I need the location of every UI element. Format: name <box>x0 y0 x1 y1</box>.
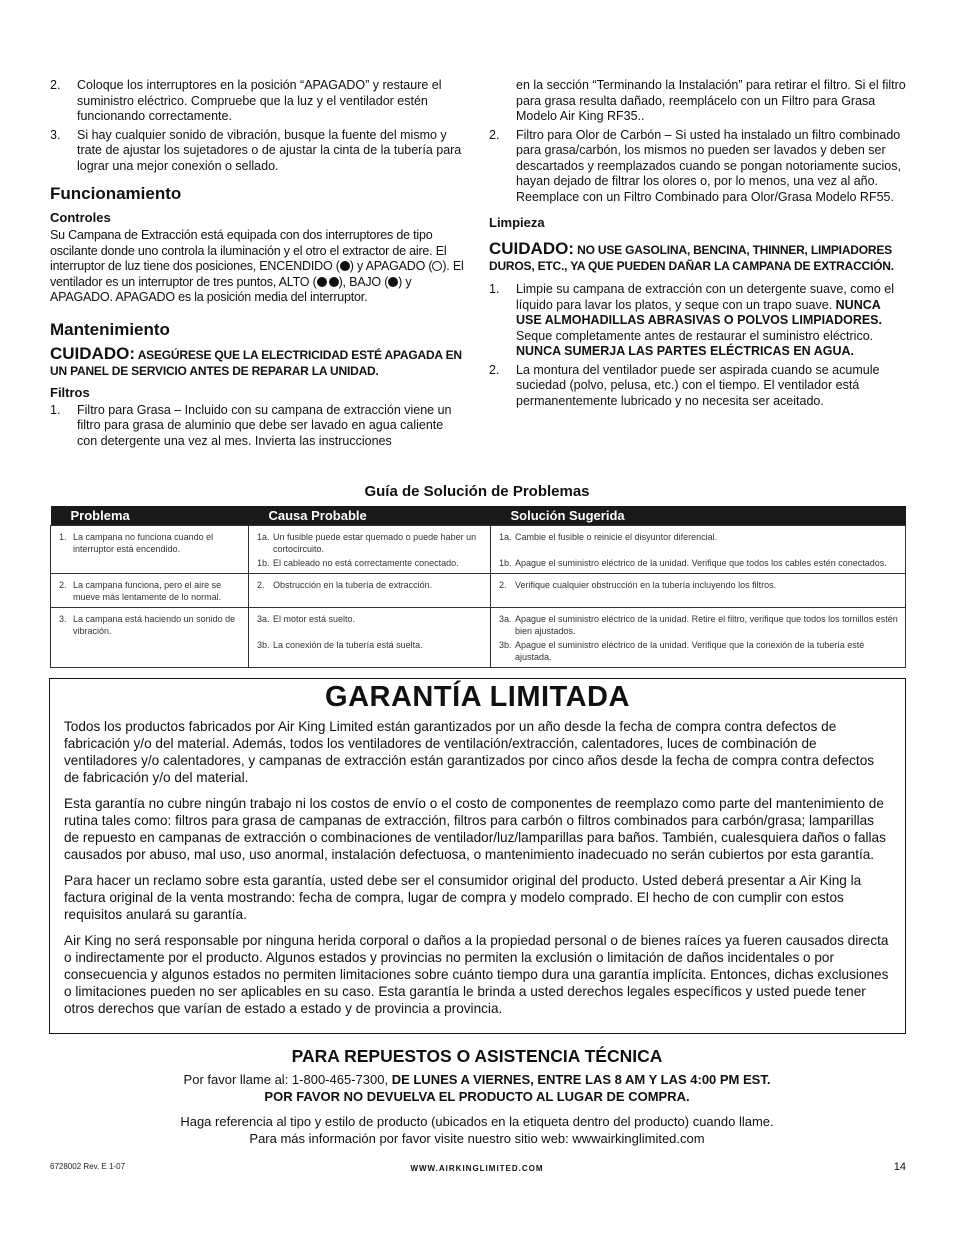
solution-cell: 3a. Apague el suministro eléctrico de la unidad. Retire el filtro, verifique que todos los tornillos estén bien ajustados. 3b. Apague el suministro eléctrico de la unidad. Verifique que la conexión de la tubería esté ajustada. <box>491 608 906 668</box>
cause-cell: 2. Obstrucción en la tubería de extracción. <box>249 574 491 608</box>
revision-code: 6728002 Rev. E 1-07 <box>50 1162 126 1171</box>
item-number: 2. <box>489 362 500 377</box>
item-text: Filtro para Olor de Carbón – Si usted ha instalado un filtro combinado para grasa/carbón, los mismos no pueden ser lavados y deben ser descartados y reemplazados cuando se pongan notoriamente sucios, hayan dejado de filtrar los olores o, por lo menos, una vez al año. Reemplace con un Filtro Combinado para Olor/Grasa Modelo RF55. <box>516 127 901 204</box>
return-line: POR FAVOR NO DEVUELVA EL PRODUCTO AL LUGAR DE COMPRA. <box>264 1089 690 1104</box>
item-number: 2. <box>489 127 500 142</box>
cause-cell: 1a. Un fusible puede estar quemado o puede haber un cortocircuito. 1b. El cableado no está correctamente conectado. <box>249 526 491 574</box>
table-header-row <box>51 506 906 526</box>
table-row <box>51 526 906 574</box>
item-number: 1. <box>50 402 61 417</box>
caution-text: ASEGÚRESE QUE LA ELECTRICIDAD ESTÉ APAGADA EN UN PANEL DE SERVICIO ANTES DE REPARAR LA UNIDAD. <box>50 347 462 378</box>
limpieza-heading: Limpieza <box>489 215 545 230</box>
column-header: Solución Sugerida <box>491 506 906 526</box>
on-position-icon <box>340 261 350 271</box>
warranty-paragraph: Todos los productos fabricados por Air King Limited están garantizados por un año desde la fecha de compra contra defectos de fabricación y/o del material. Además, todos los ventiladores de ventilación/extracción, calentadores, luces de combinación de ventiladores y/o calentadores, y campanas de extracción están garantizados por cinco años desde la fecha de compra contra defectos de fabricación y/o del material. <box>64 719 875 785</box>
item-number: 1. <box>489 282 500 296</box>
solution-cell: 2. Verifique cualquier obstrucción en la tubería incluyendo los filtros. <box>491 574 906 608</box>
list-item <box>50 128 464 175</box>
problem-cell: 1. La campana no funciona cuando el interruptor está encendido. <box>51 526 249 574</box>
caution-label: CUIDADO: <box>489 239 574 258</box>
phone-text: Por favor llame al: 1-800-465-7300, <box>183 1072 389 1087</box>
footer-website: WWW.AIRKINGLIMITED.COM <box>410 1164 544 1173</box>
solution-cell: 1a. Cambie el fusible o reinicie el disyuntor diferencial. 1b. Apague el suministro eléctrico de la unidad. Verifique que todos los cables estén conectados. <box>491 526 906 574</box>
controles-heading: Controles <box>50 210 111 225</box>
low-speed-icon <box>388 277 398 287</box>
troubleshooting-table <box>50 506 906 668</box>
warranty-title: GARANTÍA LIMITADA <box>325 681 630 713</box>
controles-paragraph: Su Campana de Extracción está equipada con dos interruptores de tipo oscilante donde uno controla la iluminación y el otro el extractor de aire. El interruptor de luz tiene dos posiciones, ENCENDIDO ( ) y APAGADO ( ). El ventilador es un interruptor de tres puntos, ALTO ( ), BAJO ( ) y APAGADO. APAGADO es la posición media del interruptor. <box>50 228 464 304</box>
website-line: Para más información por favor visite nuestro sitio web: wwwairkinglimited.com <box>249 1131 705 1146</box>
item-number: 3. <box>50 127 61 142</box>
caution-note <box>489 241 906 274</box>
hours-text: DE LUNES A VIERNES, ENTRE LAS 8 AM Y LAS 4:00 PM EST. <box>391 1072 771 1087</box>
list-item <box>50 78 464 125</box>
warranty-paragraph: Air King no será responsable por ninguna herida corporal o daños a la propiedad personal o de bienes raíces ya fueren causados directa o indirectamente por el producto. Algunos estados y provincias no permiten la exclusión o limitación de daños incidentales o por consecuencia y algunos estados no permiten limitaciones sobre cuánto tiempo dura una garantía implícita. Entonces, dichas exclusiones o limitaciones pueden no ser aplicables en su caso. Esta garantía le brinda a usted derechos legales específicos y usted puede tener otros derechos que varían de estado a estado y de provincia a provincia. <box>64 933 889 1016</box>
list-item: 1. Limpie su campana de extracción con un detergente suave, como el líquido para lavar los platos, y seque con un trapo suave. NUNCA USE ALMOHADILLAS ABRASIVAS O POLVOS LIMPIADORES. Seque completamente antes de restaurar el suministro eléctrico. NUNCA SUMERJA LAS PARTES ELÉCTRICAS EN AGUA. <box>489 282 895 358</box>
caution-text: NO USE GASOLINA, BENCINA, THINNER, LIMPIADORES DUROS, ETC., YA QUE PUEDEN DAÑAR LA CAMPANA DE EXTRACCIÓN. <box>489 243 894 273</box>
left-column <box>50 78 464 452</box>
caution-note <box>50 343 464 379</box>
off-position-icon <box>432 261 442 271</box>
funcionamiento-heading: Funcionamiento <box>50 184 182 203</box>
reference-line: Haga referencia al tipo y estilo de producto (ubicados en la etiqueta dentro del producto) cuando llame. <box>180 1114 774 1129</box>
high-speed-icon <box>329 277 339 287</box>
warranty-paragraph: Esta garantía no cubre ningún trabajo ni los costos de envío o el costo de componentes de reemplazo como parte del mantenimiento de rutina tales como: filtros para grasa de campanas de extracción, filtros para carbón o filtros combinados para carbón/grasa; lamparillas de repuesto en campanas de extracción o combinaciones de ventilador/luz/lamparillas para baños. También, cualesquiera daños o fallas causados por abuso, mal uso, uso anormal, instalación defectuosa, o mantenimiento inadecuado no serán cubiertos por esta garantía. <box>64 796 886 862</box>
column-header: Problema <box>51 506 249 526</box>
cause-cell: 3a. El motor está suelto. 3b. La conexión de la tubería está suelta. <box>249 608 491 668</box>
list-item <box>489 128 906 206</box>
caution-label: CUIDADO: <box>50 343 135 363</box>
troubleshooting-title: Guía de Solución de Problemas <box>364 483 590 500</box>
mantenimiento-heading: Mantenimiento <box>50 319 170 339</box>
list-item <box>489 363 906 410</box>
table-row <box>51 574 906 608</box>
parts-support-section <box>0 1045 954 1147</box>
parts-heading: PARA REPUESTOS O ASISTENCIA TÉCNICA <box>291 1046 663 1066</box>
problem-cell: 2. La campana funciona, pero el aire se mueve más lentamente de lo normal. <box>51 574 249 608</box>
right-column <box>489 78 906 412</box>
list-item-continued: en la sección “Terminando la Instalación” para retirar el filtro. Si el filtro para grasa resulta dañado, reemplácelo con un Filtro para Grasa Modelo Air King RF35.. <box>516 78 906 123</box>
item-text: La montura del ventilador puede ser aspirada cuando se acumule suciedad (polvo, pelusa, etc.) con el tiempo. El ventilador está permanentemente lubricado y no necesita ser aceitado. <box>516 362 880 408</box>
page-number: 14 <box>893 1161 906 1173</box>
warranty-box <box>49 678 906 1034</box>
table-row <box>51 608 906 668</box>
call-line <box>0 1071 954 1088</box>
item-text: Filtro para Grasa – Incluido con su campana de extracción viene un filtro para grasa de aluminio que debe ser lavado en agua caliente con detergente una vez al mes. Invierta las instrucciones <box>77 402 452 448</box>
warranty-paragraph: Para hacer un reclamo sobre esta garantía, usted debe ser el consumidor original del producto. Usted deberá presentar a Air King la factura original de la venta mostrando: fecha de compra, lugar de compra y modelo comprado. El hecho de con cumplir con estos requisitos anulará su garantía. <box>64 873 862 922</box>
column-header: Causa Probable <box>249 506 491 526</box>
item-text: Coloque los interruptores en la posición “APAGADO” y restaure el suministro eléctrico. Compruebe que la luz y el ventilador estén funcionando correctamente. <box>77 78 442 123</box>
item-text: Si hay cualquier sonido de vibración, busque la fuente del mismo y trate de ajustar los sujetadores o de ajustar la cinta de la tubería para lograr una mejor conexión o sellado. <box>77 127 462 173</box>
item-number: 2. <box>50 78 61 92</box>
list-item <box>50 403 464 450</box>
high-speed-icon <box>317 277 327 287</box>
filtros-heading: Filtros <box>50 384 90 400</box>
problem-cell: 3. La campana está haciendo un sonido de vibración. <box>51 608 249 668</box>
